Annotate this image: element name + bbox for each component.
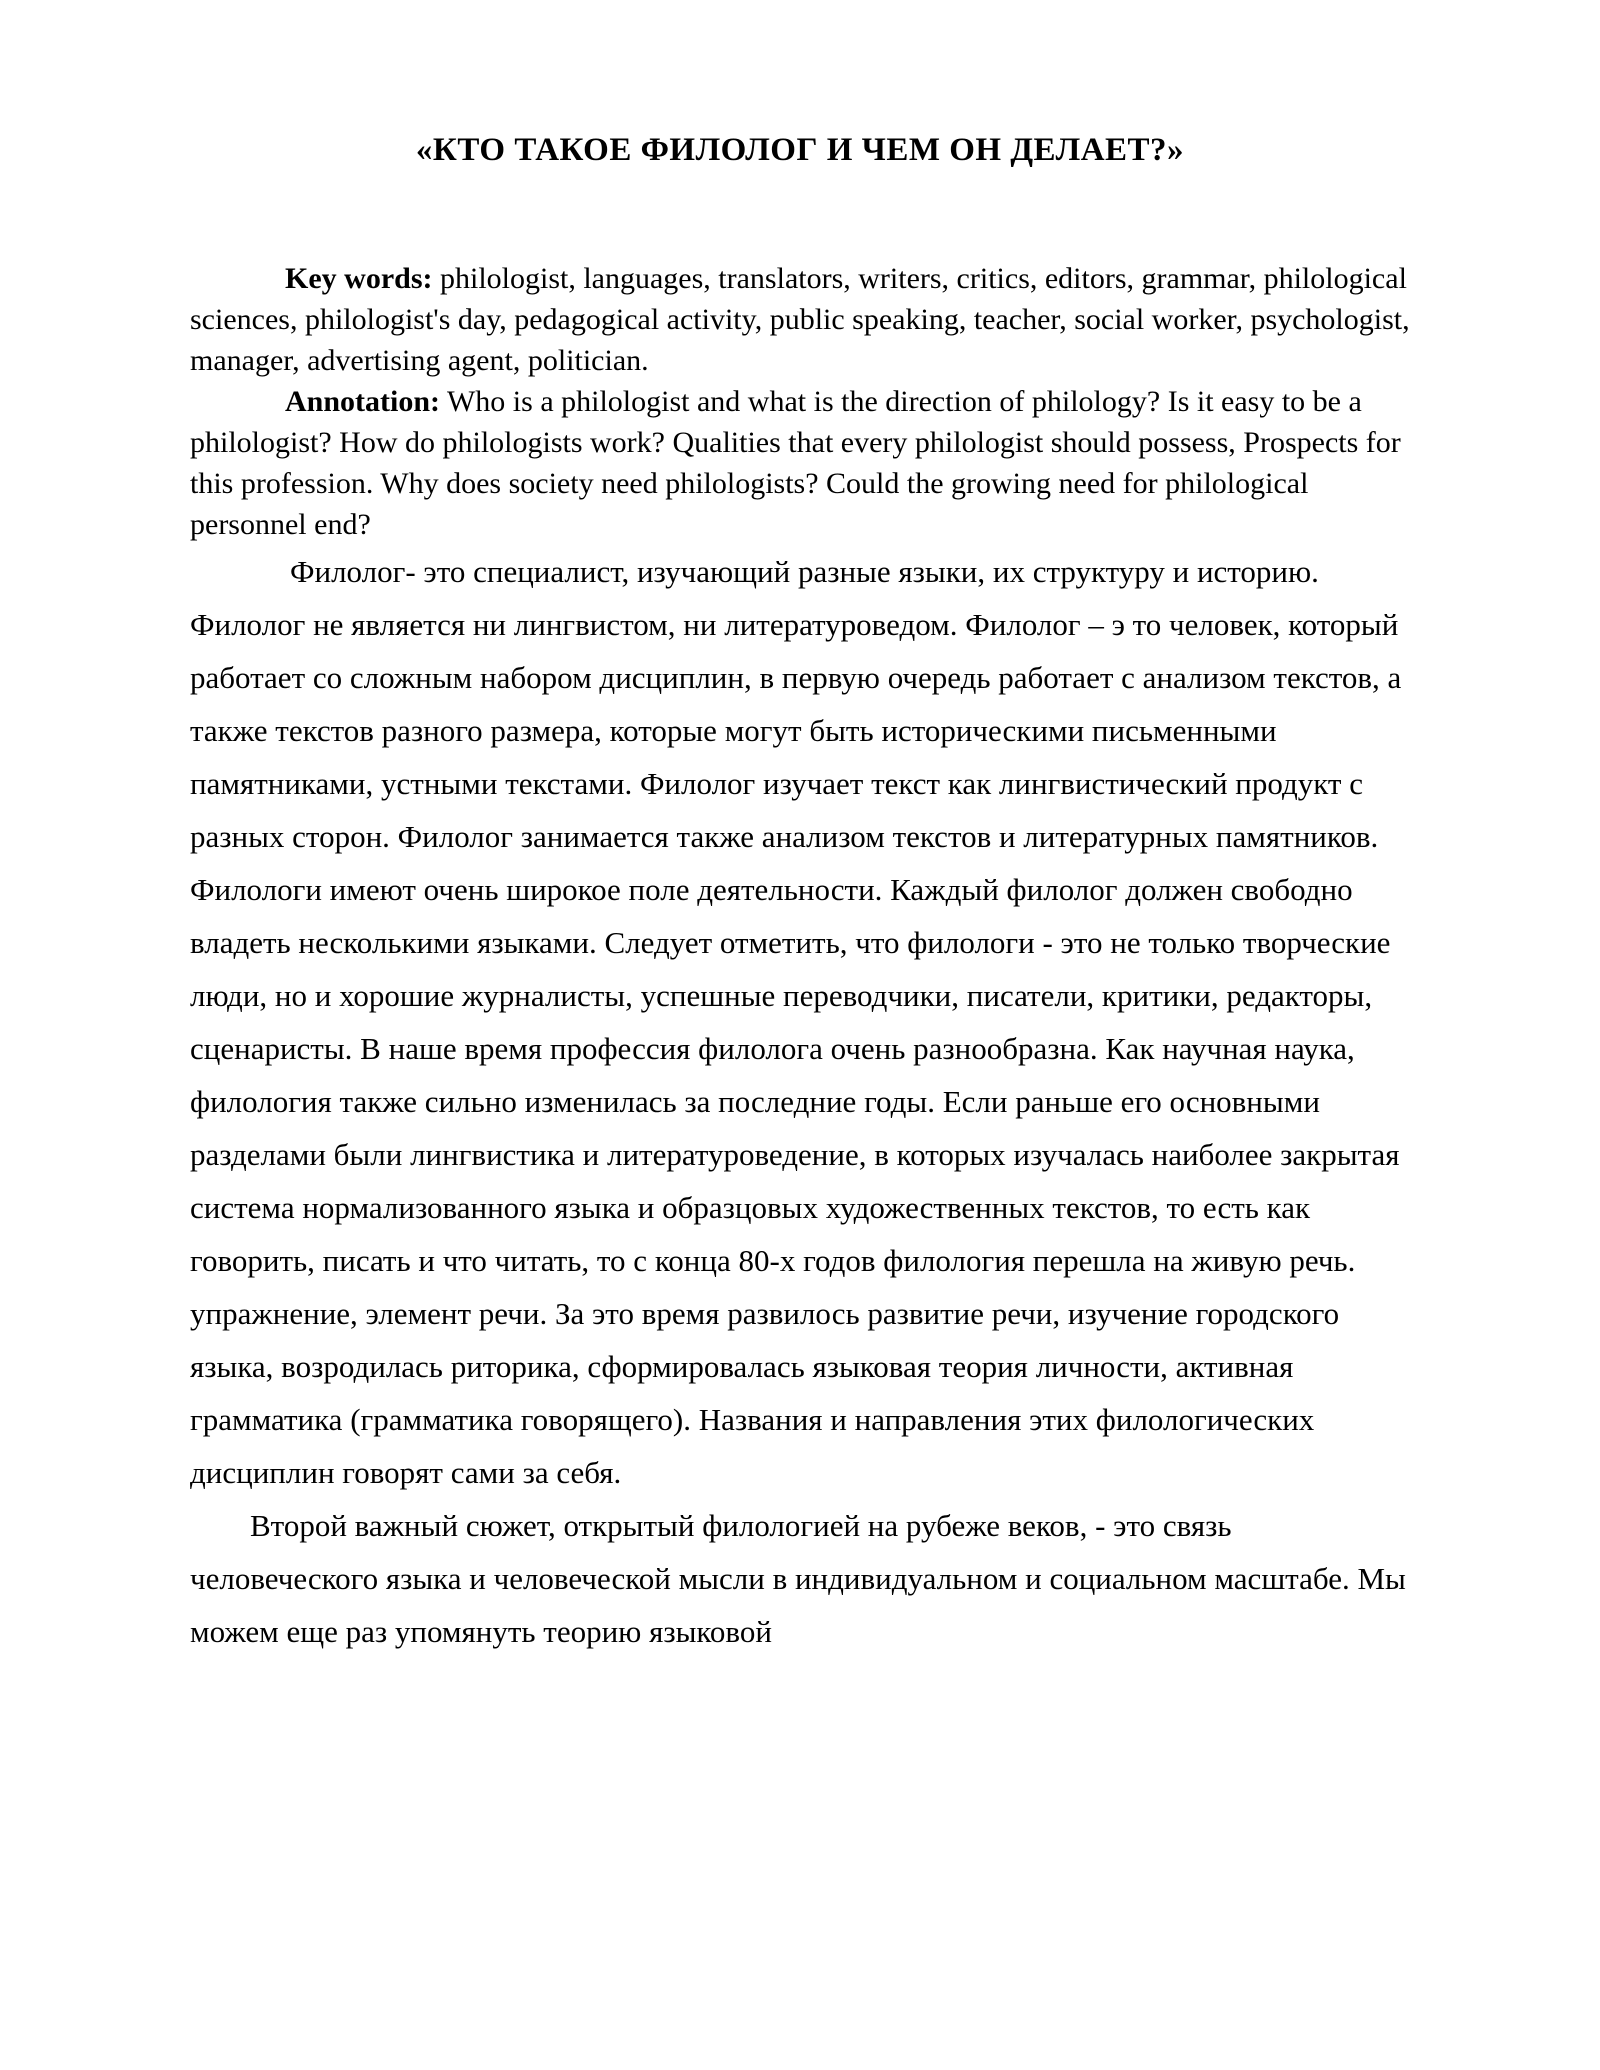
- keywords-paragraph: [190, 258, 1410, 381]
- annotation-paragraph: [190, 381, 1410, 545]
- body-paragraph-2: Второй важный сюжет, открытый филологией на рубеже веков, - это связь человеческого языка и человеческой мысли в индивидуальном и социальном масштабе. Мы можем еще раз упомянуть теорию языковой: [190, 1508, 1406, 1649]
- keywords-label: Key words:: [285, 262, 433, 295]
- document-title: «КТО ТАКОЕ ФИЛОЛОГ И ЧЕМ ОН ДЕЛАЕТ?»: [415, 132, 1185, 168]
- annotation-label: Annotation:: [285, 385, 441, 418]
- annotation-text: Who is a philologist and what is the direction of philology? Is it easy to be a philologist? How do philologists work? Qualities that every philologist should possess, Prospects for this profession. Why does society need philologists? Could the growing need for philological personnel end?: [190, 385, 1401, 541]
- body-paragraph-1: Филолог- это специалист, изучающий разные языки, их структуру и историю. Филолог не является ни лингвистом, ни литературоведом. Филолог – э то человек, который работает со сложным набором дисциплин, в первую очередь работает с анализом текстов, а также текстов разного размера, которые могут быть историческими письменными памятниками, устными текстами. Филолог изучает текст как лингвистический продукт с разных сторон. Филолог занимается также анализом текстов и литературных памятников. Филологи имеют очень широкое поле деятельности. Каждый филолог должен свободно владеть несколькими языками. Следует отметить, что филологи - это не только творческие люди, но и хорошие журналисты, успешные переводчики, писатели, критики, редакторы, сценаристы. В наше время профессия филолога очень разнообразна. Как научная наука, филология также сильно изменилась за последние годы. Если раньше его основными разделами были лингвистика и литературоведение, в которых изучалась наиболее закрытая система нормализованного языка и образцовых художественных текстов, то есть как говорить, писать и что читать, то с конца 80-х годов филология перешла на живую речь. упражнение, элемент речи. За это время развилось развитие речи, изучение городского языка, возродилась риторика, сформировалась языковая теория личности, активная грамматика (грамматика говорящего). Названия и направления этих филологических дисциплин говорят сами за себя.: [190, 554, 1402, 1490]
- keywords-text: philologist, languages, translators, writers, critics, editors, grammar, philological sciences, philologist's day, pedagogical activity, public speaking, teacher, social worker, psychologist, manager, advertising agent, politician.: [190, 262, 1410, 377]
